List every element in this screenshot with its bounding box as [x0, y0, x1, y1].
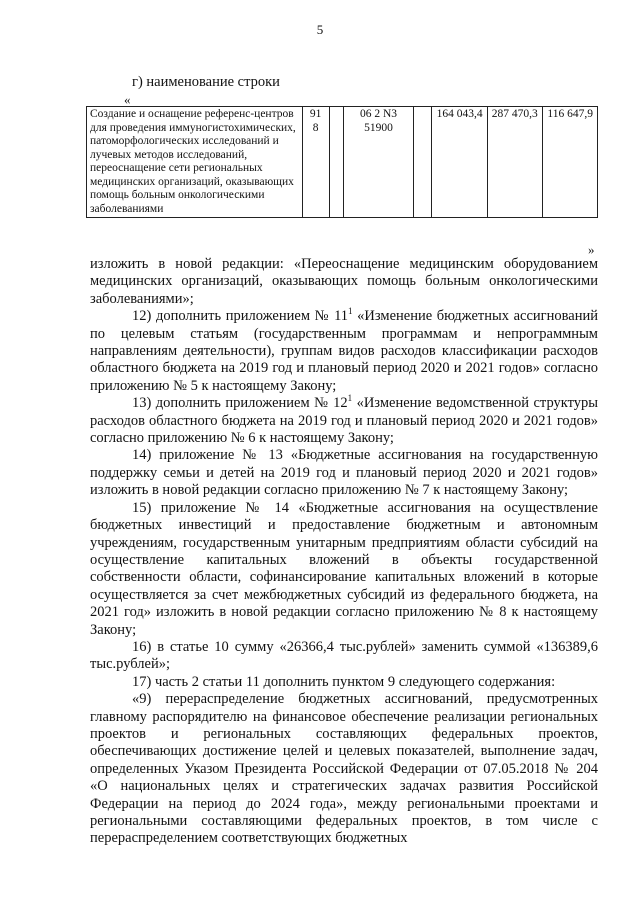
item-12-superscript: 1 — [348, 306, 353, 317]
paragraph-new-wording: изложить в новой редакции: «Переоснащение медицинским оборудованием медицинских организаций, оказывающих помощь больным онкологическими заболеваниями»; — [90, 256, 598, 307]
item-13-superscript: 1 — [347, 393, 353, 404]
paragraph-item-9-text: «9) перераспределение бюджетных ассигнований, предусмотренных главному распорядителю на финансовое обеспечение реализации региональных проектов и региональных составляющих федеральных проектов, обеспечивающих достижение целей и целевых показателей, выполнение задач, определенных Указом Президента Российской Федерации от 07.05.2018 № 204 «О национальных целях и стратегических задачах развития Российской Федерации на период до 2024 года», между региональными проектами и региональными составляющими федеральных проектов, в том числе с перераспределением соответствующих бюджетных — [90, 691, 598, 847]
subsection-heading: г) наименование строки — [132, 74, 280, 90]
paragraph-item-12 — [90, 308, 598, 395]
value-2021-cell: 116 647,9 — [542, 107, 597, 218]
paragraph-item-14: 14) приложение № 13 «Бюджетные ассигнования на государственную поддержку семьи и детей на 2019 год и плановый период 2020 и 2021 годов» изложить в новой редакции согласно приложению № 7 к настоящему Закону; — [90, 447, 598, 499]
document-body — [90, 256, 598, 848]
paragraph-item-13 — [90, 395, 598, 447]
paragraph-item-15: 15) приложение № 14 «Бюджетные ассигнования на осуществление бюджетных инвестиций и предоставление бюджетным и автономным учреждениям, государственным унитарным предприятиям области субсидий на осуществление капитальных вложений в объекты государственной собственности области, софинансирование капитальных вложений в которые осуществляется за счет межбюджетных субсидий из федерального бюджета, на 2021 год» изложить в новой редакции согласно приложению № 8 к настоящему Закону; — [90, 499, 598, 638]
item-13-lead: 13) дополнить приложением № 12 — [132, 395, 348, 412]
target-article-cell: 06 2 N3 51900 — [344, 107, 414, 218]
expense-type-cell — [413, 107, 432, 218]
page-number: 5 — [316, 22, 324, 37]
item-12-lead: 12) дополнить приложением № 11 — [132, 308, 349, 325]
item-12-body: «Изменение бюджетных ассигнований по целевым статьям (государственным программам и непрограммным направлениям деятельности), группам видов расходов классификации расходов областного бюджета на 2019 год и плановый период 2020 и 2021 годов» согласно приложению № 5 к настоящему Закону; — [90, 308, 598, 394]
section-cell — [329, 107, 344, 218]
amendment-table — [86, 106, 598, 218]
paragraph-item-17: 17) часть 2 статьи 11 дополнить пунктом 9 следующего содержания: — [132, 673, 556, 690]
code-cell: 91 8 — [302, 107, 329, 218]
opening-quote: « — [124, 92, 131, 107]
value-2019-cell: 164 043,4 — [432, 107, 487, 218]
item-13-body: «Изменение ведомственной структуры расходов областного бюджета на 2019 год и плановый период 2020 и 2021 годов» согласно приложению № 6 к настоящему Закону; — [90, 395, 598, 447]
paragraph-item-16: 16) в статье 10 сумму «26366,4 тыс.рублей» заменить суммой «136389,6 тыс.рублей»; — [90, 638, 598, 673]
value-2020-cell: 287 470,3 — [487, 107, 542, 218]
closing-quote: » — [588, 242, 595, 257]
table-row — [87, 107, 598, 218]
row-name-cell: Создание и оснащение референс-центров для проведения иммуногистохимических, патоморфологических исследований и лучевых методов исследований, переоснащение сети региональных медицинских организаций, оказывающих помощь больным онкологическими заболеваниями — [87, 107, 303, 218]
